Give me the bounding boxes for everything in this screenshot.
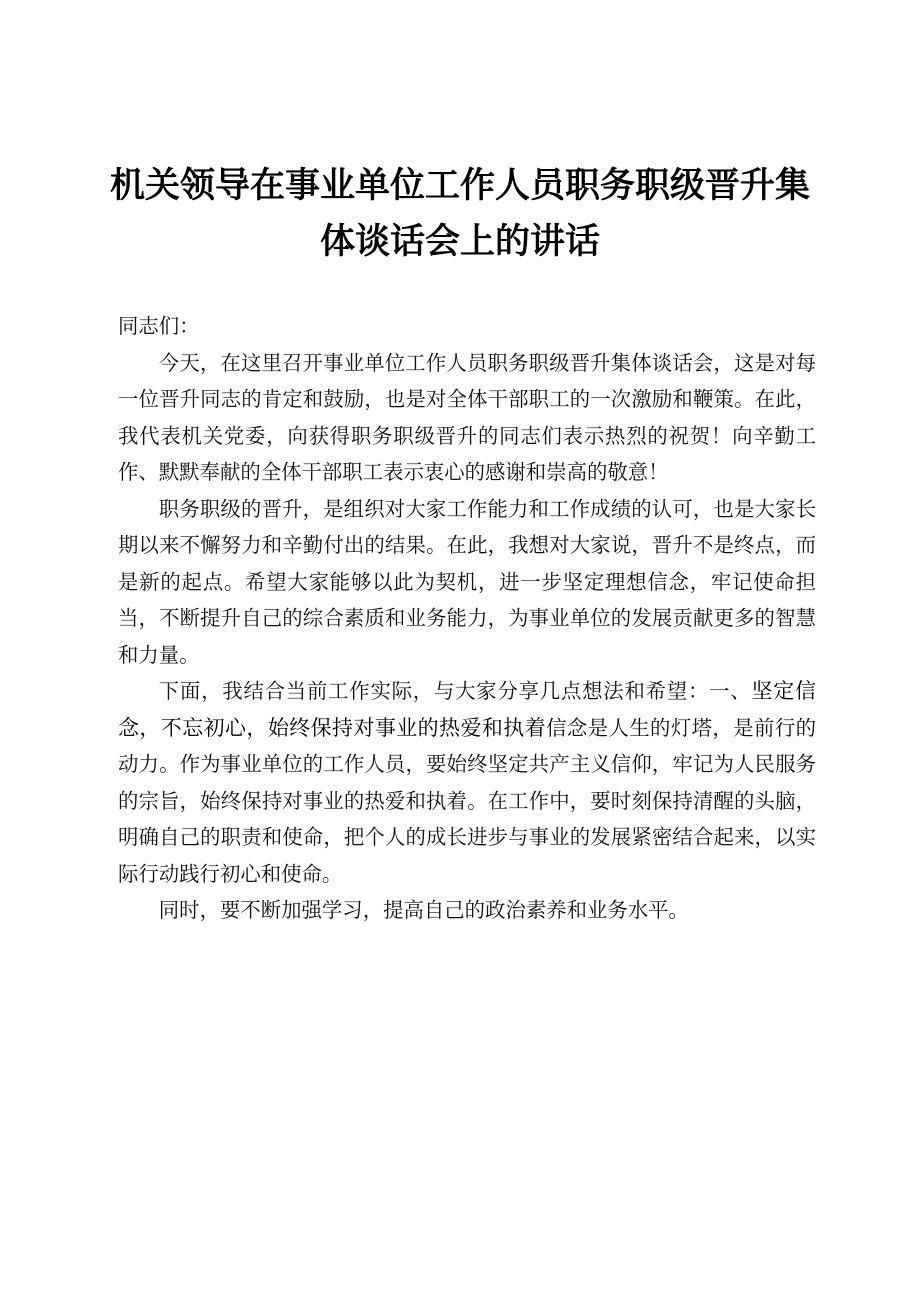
title-line-1: 机关领导在事业单位工作人员职务职级晋升集 <box>109 166 810 206</box>
paragraph-point-one-intro: 下面，我结合当前工作实际，与大家分享几点想法和希望：一、 <box>158 679 752 703</box>
paragraph-opening: 今天，在这里召开事业单位工作人员职务职级晋升集体谈话会，这是对每一位晋升同志的肯定和鼓励，也是对全体干部职工的一次激励和鞭策。在此，我代表机关党委，向获得职务职级晋升的同志们表示热烈的祝贺！向辛勤工作、默默奉献的全体干部职工表示衷心的感谢和崇高的敬意！ <box>118 350 816 484</box>
title-line-2: 体谈话会上的讲话 <box>319 222 600 262</box>
paragraph-study: 同时，要不断加强学习，提高自己的政治素养和业务水平。 <box>158 898 689 922</box>
section-heading-one: 坚定信念，不忘初心，始终保持对事业的热爱和执着 <box>118 679 817 740</box>
paragraph-promotion: 职务职级的晋升，是组织对大家工作能力和工作成绩的认可，也是大家长期以来不懈努力和辛勤付出的结果。在此，我想对大家说，晋升不是终点，而是新的起点。希望大家能够以此为契机，进一步坚定理想信念，牢记使命担当，不断提升自己的综合素质和业务能力，为事业单位的发展贡献更多的智慧和力量。 <box>118 496 816 667</box>
salutation: 同志们： <box>118 314 200 338</box>
paragraph-point-one <box>118 673 816 892</box>
paragraph-point-one-body: 信念是人生的灯塔，是前行的动力。作为事业单位的工作人员，要始终坚定共产主义信仰，牢记为人民服务的宗旨，始终保持对事业的热爱和执着。在工作中，要时刻保持清醒的头脑，明确自己的职责和使命，把个人的成长进步与事业的发展紧密结合起来，以实际行动践行初心和使命。 <box>118 715 817 886</box>
document-body <box>118 308 816 929</box>
document-title <box>100 158 820 270</box>
